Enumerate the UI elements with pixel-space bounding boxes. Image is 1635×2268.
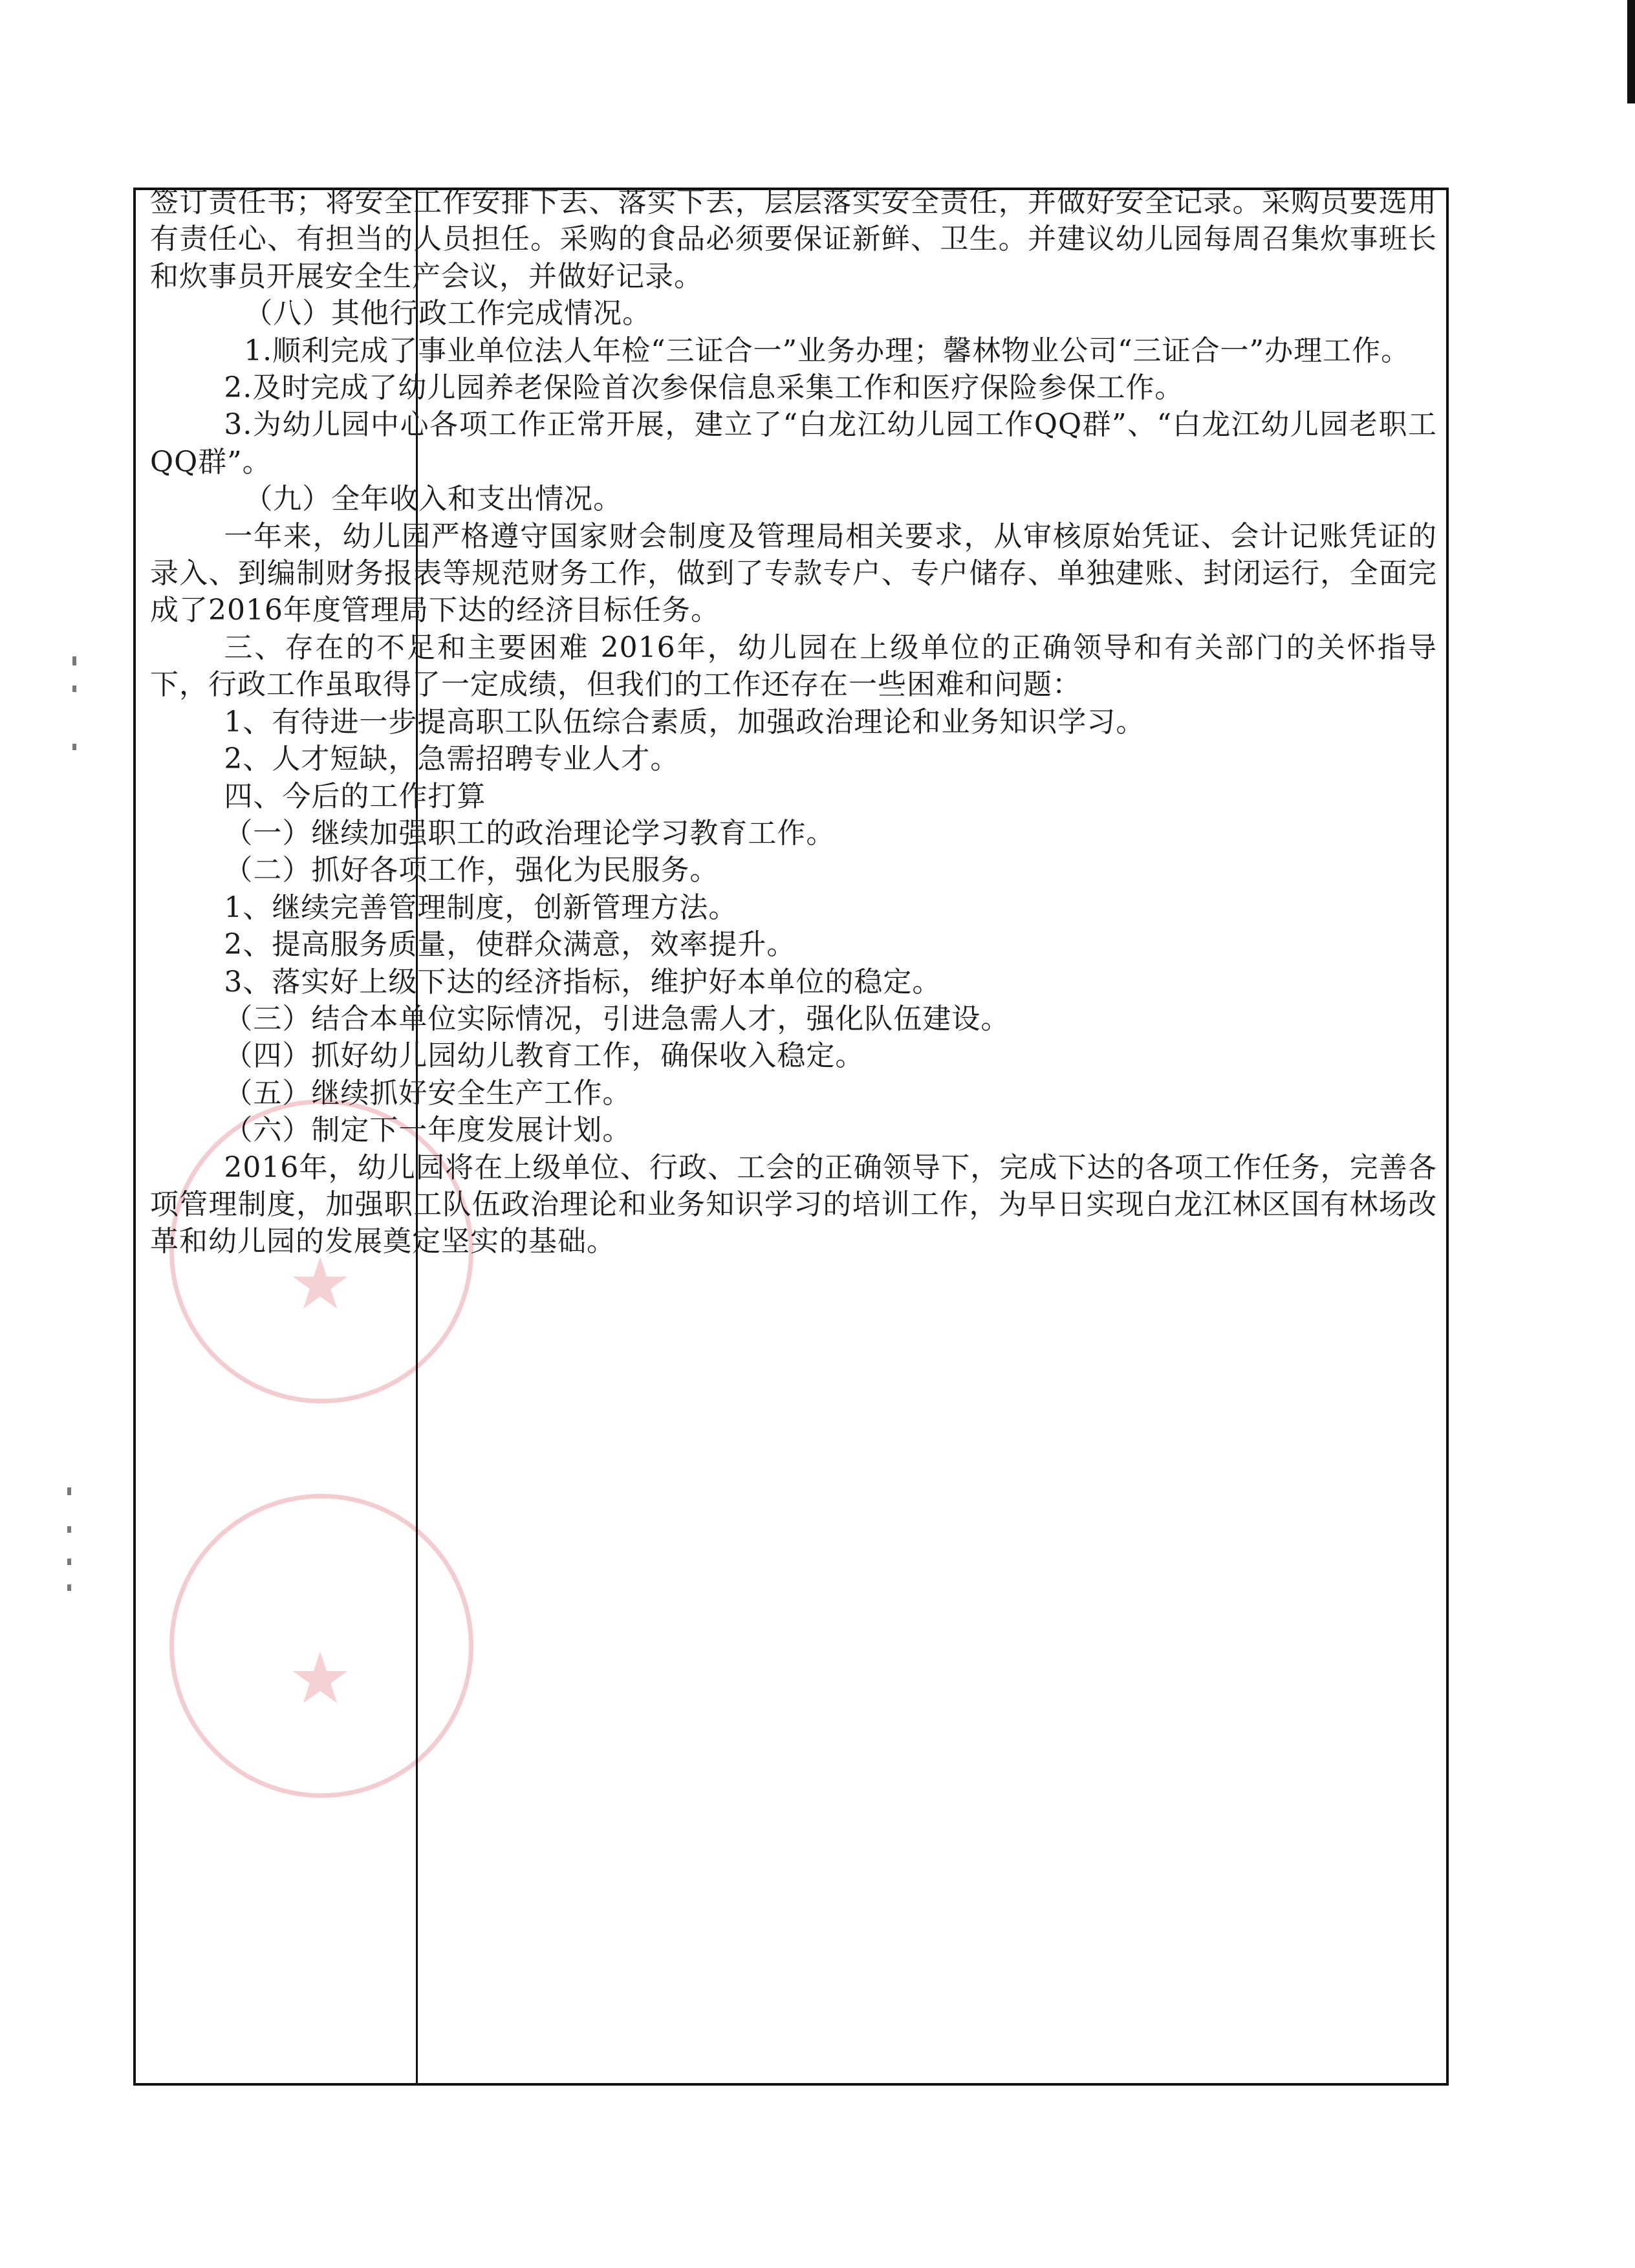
scan-mark <box>72 744 76 750</box>
list-item: 3.为幼儿园中心各项工作正常开展，建立了“白龙江幼儿园工作QQ群”、“白龙江幼儿园老职工QQ群”。 <box>150 408 1437 479</box>
list-item: （四）抓好幼儿园幼儿教育工作，确保收入稳定。 <box>224 1039 865 1073</box>
list-item: 2.及时完成了幼儿园养老保险首次参保信息采集工作和医疗保险参保工作。 <box>224 371 1184 405</box>
paragraph-conclusion: 2016年，幼儿园将在上级单位、行政、工会的正确领导下，完成下达的各项工作任务，完善各项管理制度，加强职工队伍政治理论和业务知识学习的培训工作，为早日实现白龙江林区国有林场改革和幼儿园的发展奠定坚实的基础。 <box>150 1150 1437 1258</box>
scan-mark <box>72 656 76 665</box>
scan-mark <box>67 1584 71 1591</box>
scan-page-edge <box>1627 0 1635 103</box>
paragraph-finance: 一年来，幼儿园严格遵守国家财会制度及管理局相关要求，从审核原始凭证、会计记账凭证的录入、到编制财务报表等规范财务工作，做到了专款专户、专户储存、单独建账、封闭运行，全面完成了2016年度管理局下达的经济目标任务。 <box>150 519 1437 627</box>
section-heading-income-expenditure: （九）全年收入和支出情况。 <box>244 482 623 516</box>
section-heading-shortcomings: 三、存在的不足和主要困难 2016年，幼儿园在上级单位的正确领导和有关部门的关怀指导下，行政工作虽取得了一定成绩，但我们的工作还存在一些困难和问题： <box>150 631 1437 702</box>
list-item: 2、人才短缺，急需招聘专业人才。 <box>224 742 680 776</box>
list-item: 1、有待进一步提高职工队伍综合素质，加强政治理论和业务知识学习。 <box>224 705 1145 739</box>
scan-mark <box>67 1487 71 1495</box>
scan-mark <box>67 1559 71 1565</box>
list-item: （二）抓好各项工作，强化为民服务。 <box>224 854 719 887</box>
list-item: 2、提高服务质量，使群众满意，效率提升。 <box>224 928 796 962</box>
scan-mark <box>67 1526 71 1533</box>
seal-star-icon: ★ <box>288 1242 352 1325</box>
list-item: （五）继续抓好安全生产工作。 <box>224 1076 632 1110</box>
list-item: （三）结合本单位实际情况，引进急需人才，强化队伍建设。 <box>224 1002 1010 1035</box>
seal-star-icon: ★ <box>288 1637 352 1720</box>
paragraph-safety-responsibility: 签订责任书；将安全工作安排下去、落实下去，层层落实安全责任，并做好安全记录。采购员要选用有责任心、有担当的人员担任。采购的食品必须要保证新鲜、卫生。并建议幼儿园每周召集炊事班长和炊事员开展安全生产会议，并做好记录。 <box>150 186 1437 293</box>
list-item: （一）继续加强职工的政治理论学习教育工作。 <box>224 816 836 850</box>
list-item: 1.顺利完成了事业单位法人年检“三证合一”业务办理；馨林物业公司“三证合一”办理工作。 <box>244 334 1411 367</box>
section-heading-future-plans: 四、今后的工作打算 <box>224 779 486 813</box>
list-item: 3、落实好上级下达的经济指标，维护好本单位的稳定。 <box>224 965 942 999</box>
section-heading-other-admin-work: （八）其他行政工作完成情况。 <box>244 297 652 330</box>
list-item: （六）制定下一年度发展计划。 <box>224 1114 632 1147</box>
report-body <box>150 184 1437 1260</box>
scan-mark <box>72 686 76 692</box>
list-item: 1、继续完善管理制度，创新管理方法。 <box>224 891 738 924</box>
